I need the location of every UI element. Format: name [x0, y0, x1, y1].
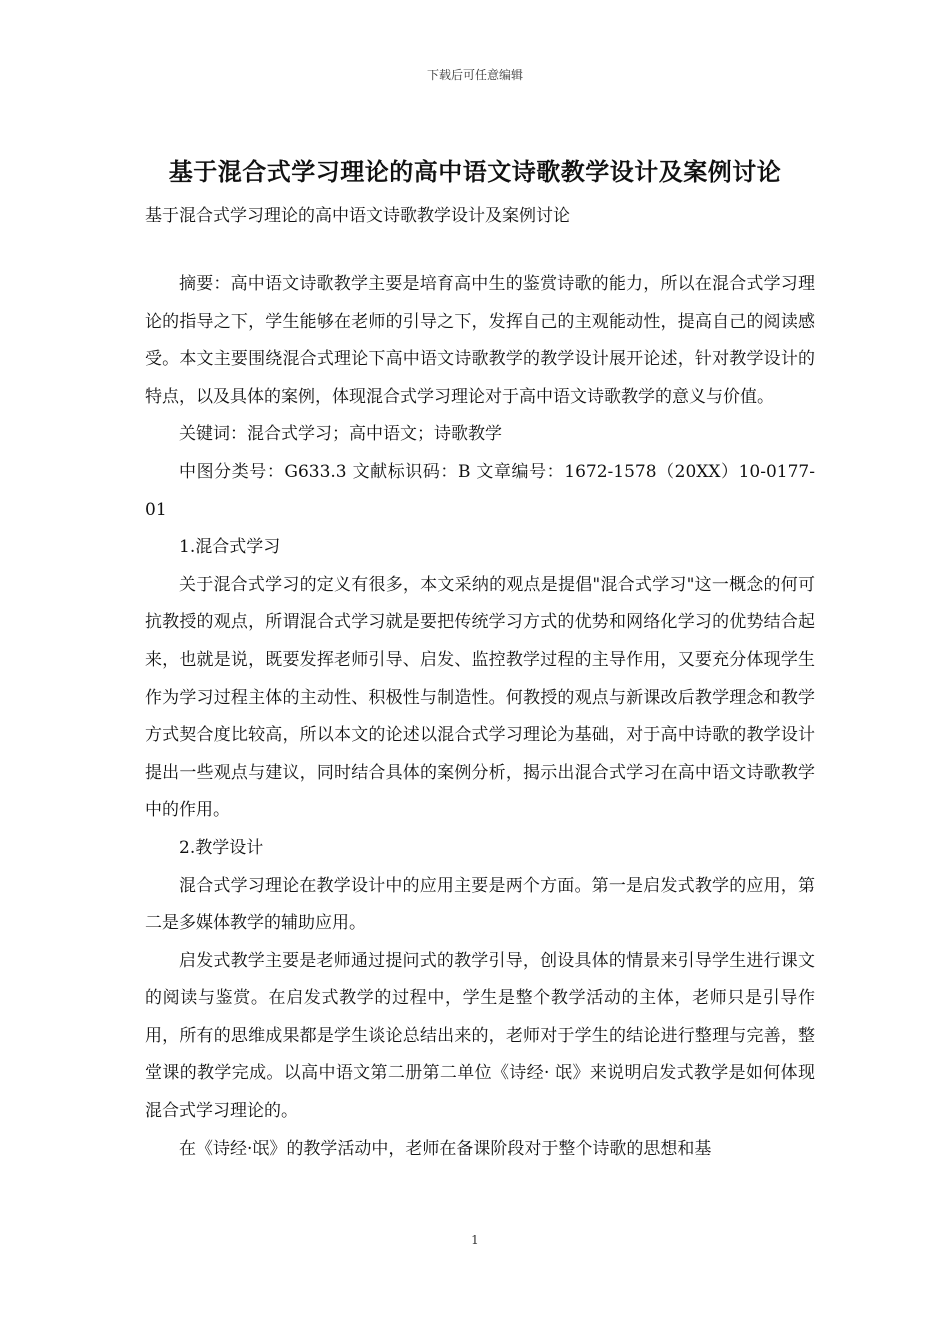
classification-paragraph: 中图分类号：G633.3 文献标识码：B 文章编号：1672-1578（20XX）10-0177-01 [145, 461, 815, 520]
section-heading: 1.混合式学习 [179, 537, 281, 558]
page-header: 下载后可任意编辑 [426, 68, 523, 82]
body-paragraph: 启发式教学主要是老师通过提问式的教学引导，创设具体的情景来引导学生进行课文的阅读与鉴赏。在启发式教学的过程中，学生是整个教学活动的主体，老师只是引导作用，所有的思维成果都是学生谈论总结出来的，老师对于学生的结论进行整理与完善，整堂课的教学完成。以高中语文第二册第二单位《诗经· 氓》来说明启发式教学是如何体现混合式学习理论的。 [145, 950, 815, 1122]
section-heading: 2.教学设计 [179, 837, 264, 858]
keywords-paragraph: 关键词：混合式学习；高中语文；诗歌教学 [179, 424, 502, 445]
abstract-paragraph: 摘要：高中语文诗歌教学主要是培育高中生的鉴赏诗歌的能力，所以在混合式学习理论的指导之下，学生能够在老师的引导之下，发挥自己的主观能动性，提高自己的阅读感受。本文主要围绕混合式理论下高中语文诗歌教学的教学设计展开论述，针对教学设计的特点，以及具体的案例，体现混合式学习理论对于高中语文诗歌教学的意义与价值。 [145, 274, 815, 407]
page-number: 1 [471, 1233, 479, 1247]
document-subtitle: 基于混合式学习理论的高中语文诗歌教学设计及案例讨论 [145, 206, 570, 226]
body-paragraph: 关于混合式学习的定义有很多，本文采纳的观点是提倡"混合式学习"这一概念的何可抗教授的观点，所谓混合式学习就是要把传统学习方式的优势和网络化学习的优势结合起来，也就是说，既要发挥老师引导、启发、监控教学过程的主导作用，又要充分体现学生作为学习过程主体的主动性、积极性与制造性。何教授的观点与新课改后教学理念和教学方式契合度比较高，所以本文的论述以混合式学习理论为基础，对于高中诗歌的教学设计提出一些观点与建议，同时结合具体的案例分析，揭示出混合式学习在高中语文诗歌教学中的作用。 [145, 574, 815, 821]
body-paragraph: 混合式学习理论在教学设计中的应用主要是两个方面。第一是启发式教学的应用，第二是多媒体教学的辅助应用。 [145, 875, 815, 934]
document-body [145, 266, 815, 1168]
body-paragraph: 在《诗经·氓》的教学活动中，老师在备课阶段对于整个诗歌的思想和基 [179, 1138, 712, 1159]
document-title: 基于混合式学习理论的高中语文诗歌教学设计及案例讨论 [168, 157, 782, 186]
